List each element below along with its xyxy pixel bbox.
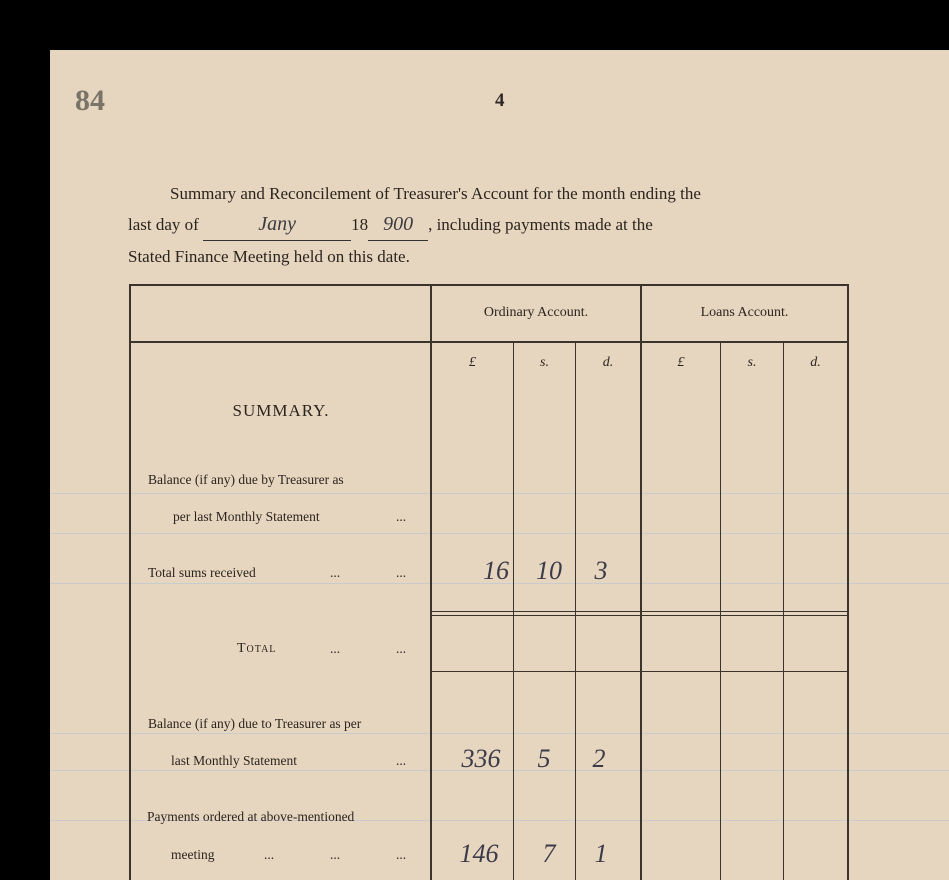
balance-to-shillings: 5 <box>537 744 551 773</box>
month-field <box>203 209 351 241</box>
pence-header: d. <box>810 355 821 370</box>
payments-label-2: meeting <box>171 847 215 862</box>
balance-to-label-2: last Monthly Statement <box>171 753 297 768</box>
folio-number: 84 <box>75 84 105 117</box>
payments-shillings: 7 <box>542 839 556 868</box>
heading-line-2 <box>128 215 653 234</box>
pounds-header: £ <box>469 355 476 370</box>
pounds-header: £ <box>677 355 685 370</box>
heading-line-3: Stated Finance Meeting held on this date. <box>128 247 410 266</box>
total-received-label: Total sums received <box>148 565 256 580</box>
heading-suffix: , including payments made at the <box>428 215 653 234</box>
leader-dots: ... <box>330 565 341 580</box>
shillings-header: s. <box>540 355 549 370</box>
row-rule <box>431 611 847 612</box>
column-divider <box>430 286 432 880</box>
month-handwritten: Jany <box>258 213 296 235</box>
leader-dots: ... <box>396 641 407 656</box>
page-number: 4 <box>495 90 505 111</box>
balance-by-label-2: per last Monthly Statement <box>173 509 320 524</box>
row-rule <box>431 615 847 616</box>
payments-label-1: Payments ordered at above-mentioned <box>147 809 355 824</box>
row-rule <box>431 671 847 672</box>
year-field <box>368 209 428 241</box>
received-pounds: 16 <box>483 556 509 585</box>
year-prefix: 18 <box>351 215 369 234</box>
balance-to-pence: 2 <box>592 744 606 773</box>
balance-to-label-1: Balance (if any) due to Treasurer as per <box>148 716 362 731</box>
balance-to-pounds: 336 <box>461 744 501 773</box>
balance-by-label-1: Balance (if any) due by Treasurer as <box>148 472 344 487</box>
column-divider <box>640 286 642 880</box>
year-handwritten: 900 <box>383 213 414 235</box>
heading-prefix: last day of <box>128 215 199 234</box>
heading-line-1: Summary and Reconcilement of Treasurer's Account for the month ending the <box>170 184 701 203</box>
received-shillings: 10 <box>536 556 562 585</box>
leader-dots: ... <box>396 847 407 862</box>
header-rule <box>131 341 847 343</box>
leader-dots: ... <box>330 847 341 862</box>
shillings-header: s. <box>747 355 757 370</box>
leader-dots: ... <box>396 509 407 524</box>
leader-dots: ... <box>396 753 407 768</box>
ledger-page <box>50 50 949 880</box>
received-pence: 3 <box>594 556 608 585</box>
payments-pounds: 146 <box>459 839 499 868</box>
loans-account-header: Loans Account. <box>700 305 789 320</box>
total-label: Total <box>237 641 277 656</box>
summary-table <box>129 284 849 880</box>
pence-header: d. <box>602 355 614 370</box>
summary-title: SUMMARY. <box>232 401 330 420</box>
payments-pence: 1 <box>594 839 608 868</box>
leader-dots: ... <box>264 847 275 862</box>
document-heading <box>128 178 854 272</box>
ordinary-account-header: Ordinary Account. <box>483 305 589 320</box>
leader-dots: ... <box>330 641 341 656</box>
leader-dots: ... <box>396 565 407 580</box>
